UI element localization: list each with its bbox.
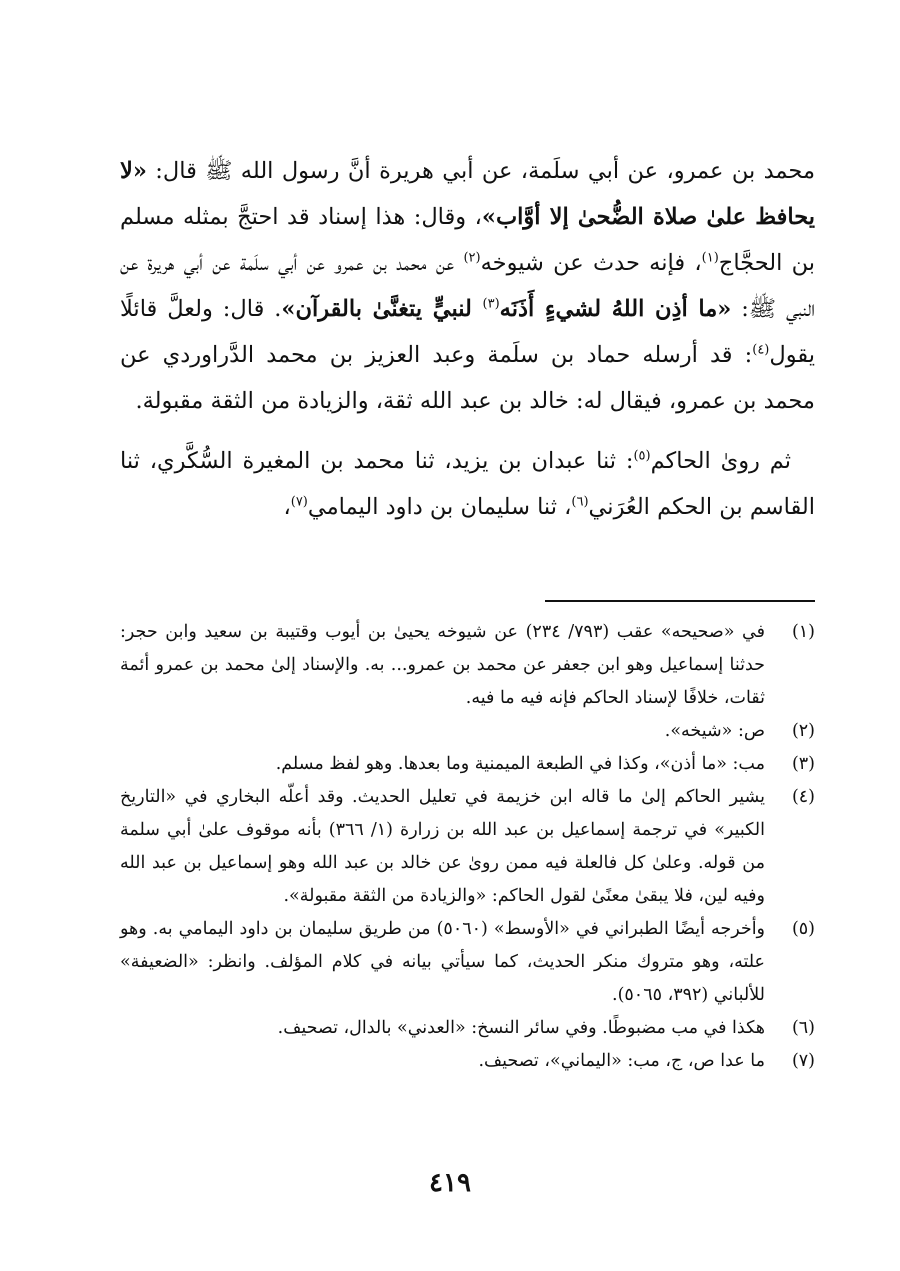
footnote-ref: (٧): [290, 494, 308, 510]
footnote-number: (٣): [791, 754, 815, 774]
text-segment: محمد بن عمرو، عن أبي سلَمة، عن أبي هريرة أنَّ رسول الله ﷺ قال:: [146, 158, 815, 184]
footnote-item: [120, 781, 815, 913]
footnote-number: (٤): [791, 787, 815, 807]
text-segment: ثم روىٰ الحاكم: [650, 448, 791, 474]
footnote-item: [120, 1045, 815, 1078]
footnote-text: هكذا في مب مضبوطًا. وفي سائر النسخ: «العدني» بالدال، تصحيف.: [277, 1018, 765, 1038]
text-segment: : ثنا عبدان بن يزيد، ثنا محمد بن المغيرة السُّكَّري، ثنا القاسم بن الحكم العُرَني: [120, 448, 815, 520]
footnote-text: ما عدا ص، ج، مب: «اليماني»، تصحيف.: [478, 1051, 765, 1071]
footnote-ref: (٢): [463, 250, 481, 266]
footnote-ref: (٤): [752, 342, 770, 358]
footnote-number: (٦): [791, 1018, 815, 1038]
footnote-item: [120, 1012, 815, 1045]
text-segment: عن محمد بن عمرو عن أبي سلَمة عن أبي هريرة عن النبي ﷺ:: [120, 250, 815, 322]
page-number: ٤١٩: [429, 1168, 471, 1198]
footnote-ref: (١): [701, 250, 719, 266]
paragraph-1: [120, 148, 815, 424]
footnote-text: مب: «ما أذن»، وكذا في الطبعة الميمنية وما بعدها. وهو لفظ مسلم.: [275, 754, 765, 774]
footnote-text: وأخرجه أيضًا الطبراني في «الأوسط» (٥٠٦٠) من طريق سليمان بن داود اليمامي به. وهو علته، وهو متروك منكر الحديث، كما سيأتي بيانه في كلام المؤلف. وانظر: «الضعيفة» للألباني (٣٩٢، ٥٠٦٥).: [120, 919, 766, 1005]
hadith-quote: «لا يحافظ علىٰ صلاة الضُّحىٰ إلا أوَّاب»: [120, 158, 815, 230]
hadith-quote: «ما أذِن اللهُ لشيءٍ أَذَنَه: [499, 296, 732, 322]
footnote-number: (٢): [791, 721, 815, 741]
footnote-text: يشير الحاكم إلىٰ ما قاله ابن خزيمة في تعليل الحديث. وقد أعلّه البخاري في «التاريخ الكبير» في ترجمة إسماعيل بن عبد الله بن زرارة (١/ ٣٦٦) بأنه موقوف علىٰ أبي سلمة من قوله. وعلىٰ كل فالعلة فيه ممن روىٰ عن خالد بن عبد الله وهو إسماعيل بن عبد الله وفيه لين، فلا يبقىٰ معنًىٰ لقول الحاكم: «والزيادة من الثقة مقبولة».: [120, 787, 766, 906]
hadith-quote: لنبيٍّ يتغنَّىٰ بالقرآن»: [281, 296, 483, 322]
text-segment: ، فإنه حدث عن شيوخه: [480, 250, 702, 276]
footnote-item: [120, 913, 815, 1012]
text-segment: : قد أرسله حماد بن سلَمة وعبد العزيز بن محمد الدَّراوردي عن محمد بن عمرو، فيقال له: خالد بن عبد الله ثقة، والزيادة من الثقة مقبولة.: [120, 342, 815, 414]
footnote-number: (٧): [791, 1051, 815, 1071]
footnote-text: في «صحيحه» عقب (٧٩٣/ ٢٣٤) عن شيوخه يحيىٰ بن أيوب وقتيبة بن سعيد وابن حجر: حدثنا إسماعيل وهو ابن جعفر عن محمد بن عمرو... به. والإسناد إلىٰ محمد بن عمرو أئمة ثقات، خلافًا لإسناد الحاكم فإنه فيه ما فيه.: [120, 622, 765, 708]
footnote-item: [120, 715, 815, 748]
footnote-item: [120, 616, 815, 715]
text-segment: ، وقال: هذا إسناد قد احتجَّ بمثله مسلم بن الحجَّاج: [120, 204, 816, 276]
footnote-ref: (٥): [633, 448, 651, 464]
text-segment: ، ثنا سليمان بن داود اليمامي: [307, 494, 572, 520]
footnote-item: [120, 748, 815, 781]
text-segment: . قال: ولعلَّ قائلًا يقول: [120, 296, 815, 368]
footnote-number: (٥): [791, 919, 815, 939]
text-segment: ،: [283, 494, 291, 520]
footnotes-section: [120, 616, 815, 1078]
footnote-number: (١): [791, 622, 815, 642]
footnote-divider: [545, 600, 815, 602]
footnote-ref: (٣): [482, 296, 500, 312]
footnote-ref: (٦): [571, 494, 589, 510]
paragraph-2: [120, 438, 815, 530]
main-text: [120, 148, 815, 530]
footnote-text: ص: «شيخه».: [664, 721, 765, 741]
